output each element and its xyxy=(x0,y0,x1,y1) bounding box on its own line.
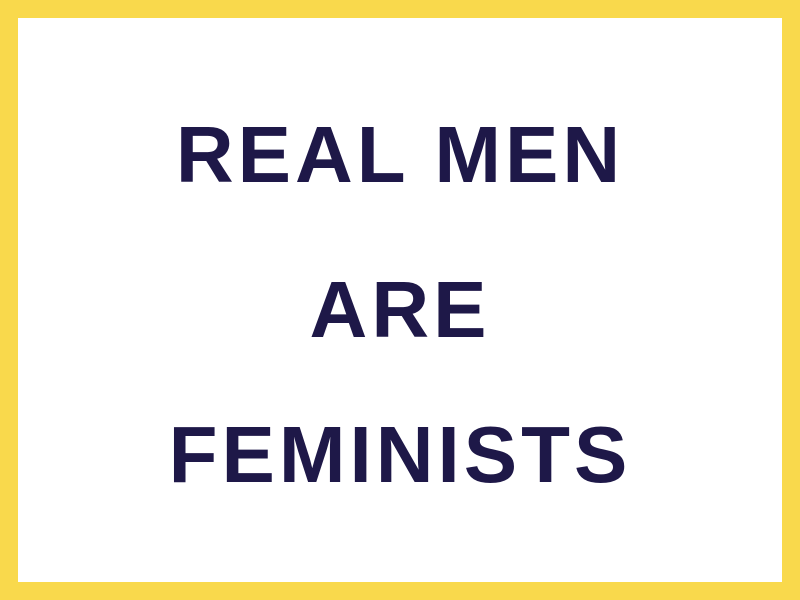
slogan-line-3: FEMINISTS xyxy=(168,410,632,499)
slogan-line-2: ARE xyxy=(309,265,491,354)
slogan-line-1: REAL MEN xyxy=(175,110,625,199)
